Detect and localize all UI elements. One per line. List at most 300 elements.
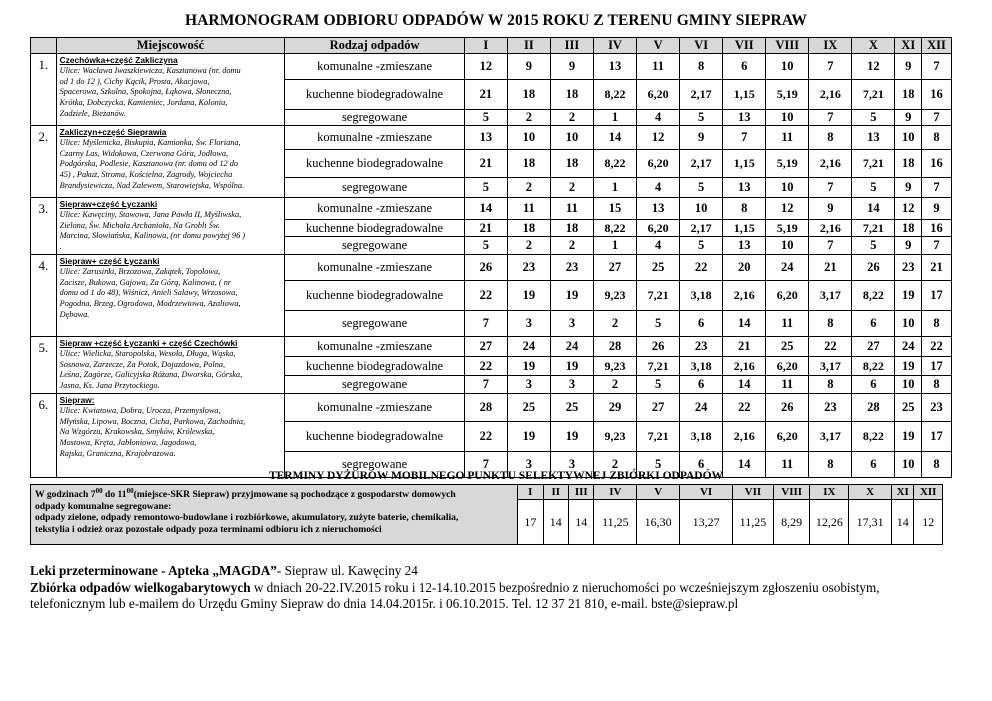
pickup-day: 8 [922, 376, 952, 394]
header-month: II [507, 38, 550, 54]
pickup-day: 10 [895, 310, 922, 336]
pickup-day: 3 [550, 451, 593, 477]
pickup-day: 21 [922, 254, 952, 280]
row-number: 5. [31, 336, 57, 393]
pickup-day: 16 [922, 219, 952, 237]
mobile-value: 14 [892, 500, 914, 545]
street-list-line: Dębowa. [59, 309, 90, 319]
pickup-day: 9 [895, 178, 922, 198]
waste-kind: segregowane [285, 237, 464, 255]
pickup-day: 7 [922, 54, 952, 80]
waste-kind: komunalne -zmieszane [285, 198, 464, 220]
waste-kind: segregowane [285, 110, 464, 126]
pickup-day: 10 [507, 126, 550, 150]
pickup-day: 2,16 [723, 280, 766, 310]
pickup-day: 7 [809, 110, 852, 126]
pickup-day: 9 [809, 198, 852, 220]
pickup-day: 18 [895, 150, 922, 178]
street-list-line: Krótka, Dobczycka, Kamieniec, Jordana, Kolonia, [59, 98, 228, 108]
pickup-day: 11 [766, 451, 809, 477]
row-number: 3. [31, 198, 57, 255]
mobile-month: V [637, 485, 680, 500]
street-list-line: Ulice: Kawęciny, Stawowa, Jana Pawła II, Myśliwska, [59, 209, 242, 219]
pickup-day: 13 [723, 237, 766, 255]
row-number: 1. [31, 54, 57, 126]
pickup-day: 6,20 [766, 280, 809, 310]
pickup-day: 11 [766, 376, 809, 394]
pickup-day: 17 [922, 280, 952, 310]
pickup-day: 11 [766, 126, 809, 150]
pickup-day: 14 [723, 451, 766, 477]
pickup-day: 24 [895, 336, 922, 356]
mobile-month: I [518, 485, 543, 500]
mobile-value: 14 [543, 500, 568, 545]
pickup-day: 6,20 [637, 219, 680, 237]
waste-kind: kuchenne biodegradowalne [285, 280, 464, 310]
pickup-day: 23 [895, 254, 922, 280]
pickup-day: 11 [550, 198, 593, 220]
pickup-day: 22 [922, 336, 952, 356]
waste-kind: komunalne -zmieszane [285, 336, 464, 356]
mobile-value: 11,25 [733, 500, 774, 545]
pickup-day: 8 [922, 451, 952, 477]
mobile-value: 14 [569, 500, 594, 545]
pickup-day: 13 [852, 126, 895, 150]
pickup-day: 22 [680, 254, 723, 280]
pickup-day: 6 [680, 451, 723, 477]
mobile-month: III [569, 485, 594, 500]
pickup-day: 7,21 [637, 280, 680, 310]
schedule-row [31, 336, 952, 356]
pickup-day: 14 [464, 198, 507, 220]
pickup-day: 28 [464, 393, 507, 421]
pickup-day: 12 [852, 54, 895, 80]
pickup-day: 5 [852, 237, 895, 255]
pickup-day: 2,17 [680, 80, 723, 110]
street-list-line: Rajska, Graniczna, Krajobrazowa. [59, 448, 176, 458]
pickup-day: 2,17 [680, 219, 723, 237]
pickup-day: 10 [680, 198, 723, 220]
pickup-day: 15 [593, 198, 636, 220]
pickup-day: 19 [550, 421, 593, 451]
pickup-day: 12 [895, 198, 922, 220]
pickup-day: 18 [550, 219, 593, 237]
pickup-day: 17 [922, 356, 952, 376]
pickup-day: 16 [922, 150, 952, 178]
pickup-day: 18 [895, 219, 922, 237]
pickup-day: 9 [550, 54, 593, 80]
header-month: I [464, 38, 507, 54]
pickup-day: 23 [809, 393, 852, 421]
pickup-day: 5 [637, 451, 680, 477]
row-number: 6. [31, 393, 57, 477]
pickup-day: 9 [895, 54, 922, 80]
pickup-day: 4 [637, 178, 680, 198]
pickup-day: 2,16 [723, 421, 766, 451]
mobile-value: 12 [914, 500, 943, 545]
pickup-day: 23 [507, 254, 550, 280]
pickup-day: 25 [766, 336, 809, 356]
pickup-day: 16 [922, 80, 952, 110]
header-month: X [852, 38, 895, 54]
pickup-day: 12 [766, 198, 809, 220]
pickup-day: 5,19 [766, 219, 809, 237]
row-number: 2. [31, 126, 57, 198]
pickup-day: 5 [464, 237, 507, 255]
waste-kind: segregowane [285, 178, 464, 198]
street-list-line: Młyńska, Lipowa, Boczna, Cicha, Parkowa, Zachodnia, [59, 416, 246, 426]
street-list-line: Ulice: Myślenicka, Biskupia, Kamionka, Św. Floriana, [59, 137, 241, 147]
pickup-day: 27 [464, 336, 507, 356]
place-title: Sieprаw: [59, 394, 95, 405]
pickup-day: 3,18 [680, 421, 723, 451]
pickup-day: 11 [637, 54, 680, 80]
mobile-month: IV [594, 485, 637, 500]
street-list-line: Pogodna, Brzeg, Ogrodowa, Modrzewiowa, Azaliowa, [59, 299, 241, 309]
pickup-day: 7 [464, 310, 507, 336]
pickup-day: 19 [895, 421, 922, 451]
pickup-day: 25 [550, 393, 593, 421]
pickup-day: 17 [922, 421, 952, 451]
pickup-day: 5 [680, 110, 723, 126]
pickup-day: 26 [766, 393, 809, 421]
pickup-day: 7,21 [852, 150, 895, 178]
header-month: VI [680, 38, 723, 54]
pickup-day: 6 [852, 310, 895, 336]
schedule-row [31, 126, 952, 150]
mobile-month: II [543, 485, 568, 500]
pickup-day: 18 [507, 150, 550, 178]
pickup-day: 13 [723, 110, 766, 126]
pickup-day: 19 [507, 280, 550, 310]
pickup-day: 7 [809, 178, 852, 198]
pickup-day: 8,22 [852, 280, 895, 310]
pickup-day: 11 [507, 198, 550, 220]
pickup-day: 26 [852, 254, 895, 280]
street-list-line: Podgórska, Podlesie, Kasztanowa (nr. domu od 12 do [59, 159, 239, 169]
page-title: HARMONOGRAM ODBIORU ODPADÓW W 2015 ROKU Z TERENU GMINY SIEPRAW [184, 12, 808, 29]
header-month: XI [895, 38, 922, 54]
waste-kind: kuchenne biodegradowalne [285, 421, 464, 451]
street-list-line: Leśna, Zagórze, Galicyjska Różana, Dworska, Górska, [59, 370, 243, 380]
pickup-day: 2 [550, 178, 593, 198]
place-cell [56, 54, 285, 126]
pickup-day: 21 [809, 254, 852, 280]
footer-line-contact: telefonicznym lub e-mailem do Urzędu Gminy Sieprаw do dnia 14.04.2015r. i 06.10.2015. Tel. 12 37 21 810, e-mail. bste@sieprаw.pl [30, 596, 739, 611]
place-cell [56, 254, 285, 336]
pickup-day: 19 [895, 280, 922, 310]
pickup-day: 8 [809, 451, 852, 477]
pickup-day: 22 [809, 336, 852, 356]
header-month: VII [723, 38, 766, 54]
pickup-day: 6,20 [637, 80, 680, 110]
mobile-value: 16,30 [637, 500, 680, 545]
pickup-day: 7 [723, 126, 766, 150]
pickup-day: 1 [593, 237, 636, 255]
pickup-day: 24 [766, 254, 809, 280]
mobile-point-table [30, 484, 943, 545]
street-list-line: od 1 do 12 ), Cichy Kącik, Prosta, Akacjowa, [59, 76, 210, 86]
header-month: III [550, 38, 593, 54]
pickup-day: 23 [680, 336, 723, 356]
header-month: IV [593, 38, 636, 54]
street-list-line: Ulice: Zarusinki, Brzozowa, Zakątek, Topolowa, [59, 266, 221, 276]
pickup-day: 8 [809, 376, 852, 394]
pickup-day: 7 [464, 451, 507, 477]
pickup-day: 9 [507, 54, 550, 80]
pickup-day: 21 [723, 336, 766, 356]
pickup-day: 18 [895, 80, 922, 110]
pickup-day: 12 [637, 126, 680, 150]
pickup-day: 5 [852, 110, 895, 126]
pickup-day: 2,16 [723, 356, 766, 376]
pickup-day: 3 [507, 376, 550, 394]
mobile-value: 12,26 [810, 500, 849, 545]
pickup-day: 3 [507, 451, 550, 477]
pickup-day: 21 [464, 80, 507, 110]
pickup-day: 8,22 [593, 150, 636, 178]
pickup-day: 6 [723, 54, 766, 80]
footer-line-bulky-waste: Zbiórka odpadów wielkogabarytowych w dniach 20-22.IV.2015 roku i 12-14.10.2015 bezpośrednio z nieruchomości po wcześniejszym zgłoszeniu osobistym, [30, 579, 880, 595]
street-list-line: Zielona, Św. Michała Archanioła, Na Grobli Św. [59, 220, 220, 230]
schedule-row [31, 254, 952, 280]
pickup-day: 9 [922, 198, 952, 220]
pickup-day: 19 [895, 356, 922, 376]
pickup-day: 5 [852, 178, 895, 198]
pickup-day: 7,21 [852, 219, 895, 237]
street-list-line: Sosnowa, Zarzecze, Za Potok, Dojazdowa, Polna, [59, 359, 226, 369]
pickup-day: 2 [507, 110, 550, 126]
pickup-day: 24 [550, 336, 593, 356]
pickup-day: 7 [922, 178, 952, 198]
footer-line-medicines: Leki przeterminowane - Apteka „MAGDA”- Sieprаw ul. Kawęciny 24 [30, 563, 418, 578]
pickup-day: 13 [723, 178, 766, 198]
row-number: 4. [31, 254, 57, 336]
pickup-day: 3,17 [809, 280, 852, 310]
place-title: Czechówka+część Zakliczyna [59, 55, 178, 65]
pickup-day: 22 [464, 421, 507, 451]
place-title: Sieprаw+część Łyczanki [59, 199, 158, 209]
pickup-day: 5 [464, 178, 507, 198]
pickup-day: 26 [464, 254, 507, 280]
street-list-line: 45) , Pakuż, Stroma, Kościelna, Zagrody, Wojciecha [59, 170, 233, 180]
pickup-day: 2 [507, 178, 550, 198]
street-list-line: Brandysiewicza, Nad Zalewem, Starowiejska, Wspólna. [59, 180, 245, 190]
pickup-day: 22 [464, 356, 507, 376]
pickup-day: 27 [637, 393, 680, 421]
pickup-day: 7,21 [637, 356, 680, 376]
pickup-day: 3 [550, 376, 593, 394]
pickup-day: 23 [550, 254, 593, 280]
pickup-day: 20 [723, 254, 766, 280]
pickup-day: 7 [809, 54, 852, 80]
pickup-day: 11 [766, 310, 809, 336]
pickup-day: 9,23 [593, 356, 636, 376]
mobile-month: IX [810, 485, 849, 500]
pickup-day: 2 [593, 451, 636, 477]
mobile-month: VII [733, 485, 774, 500]
pickup-day: 23 [922, 393, 952, 421]
mobile-value: 13,27 [680, 500, 733, 545]
pickup-day: 22 [464, 280, 507, 310]
pickup-day: 7 [922, 237, 952, 255]
pickup-day: 4 [637, 110, 680, 126]
pickup-day: 8,22 [852, 421, 895, 451]
pickup-day: 25 [637, 254, 680, 280]
pickup-day: 10 [895, 126, 922, 150]
street-list-line: Ulice: Wielicka, Staropolska, Wesoła, Długa, Wąska, [59, 348, 236, 358]
pickup-day: 5,19 [766, 150, 809, 178]
street-list-line: Marcina, Słowiańska, Kalinowa, (nr domu powyżej 96 ) [59, 231, 246, 241]
mobile-point-title: TERMINY DYŻURÓW MOBILNEGO PUNKTU SELEKTYWNEJ ZBIÓRKI ODPADÓW [268, 470, 724, 482]
street-list-line: Spacerowa, Szkolna, Spokojna, Łąkowa, Słoneczna, [59, 87, 232, 97]
waste-kind: komunalne -zmieszane [285, 126, 464, 150]
schedule-table [30, 37, 952, 478]
schedule-header-row [31, 38, 952, 54]
pickup-day: 3,17 [809, 356, 852, 376]
mobile-month: VI [680, 485, 733, 500]
header-month: IX [809, 38, 852, 54]
pickup-day: 5 [637, 310, 680, 336]
pickup-day: 6 [680, 310, 723, 336]
pickup-day: 6 [852, 451, 895, 477]
schedule-row [31, 198, 952, 220]
pickup-day: 10 [895, 376, 922, 394]
waste-kind: segregowane [285, 376, 464, 394]
pickup-day: 8 [922, 310, 952, 336]
pickup-day: 7,21 [637, 421, 680, 451]
pickup-day: 8,22 [593, 219, 636, 237]
mobile-value: 17 [518, 500, 543, 545]
waste-kind: kuchenne biodegradowalne [285, 80, 464, 110]
place-title: Sieprаw+ część Łyczanki [59, 255, 160, 266]
pickup-day: 27 [593, 254, 636, 280]
pickup-day: 26 [637, 336, 680, 356]
place-cell [56, 126, 285, 198]
pickup-day: 14 [852, 198, 895, 220]
pickup-day: 2 [550, 237, 593, 255]
street-list-line: Ulice: Wacława Iwaszkiewicza, Kasztanowa (nr. domu [59, 65, 241, 75]
waste-kind: segregowane [285, 451, 464, 477]
header-kind: Rodzaj odpadów [285, 38, 464, 54]
street-list-line: Zacisze, Bukowa, Gajowa, Za Górą, Kalinowa, ( nr [59, 277, 232, 287]
pickup-day: 8 [680, 54, 723, 80]
waste-kind: kuchenne biodegradowalne [285, 150, 464, 178]
header-index [31, 38, 57, 54]
waste-kind: segregowane [285, 310, 464, 336]
pickup-day: 2,16 [809, 219, 852, 237]
pickup-day: 8 [809, 310, 852, 336]
street-list-line: Ulice: Kwiatowa, Dobra, Urocza, Przemysłowa, [59, 405, 221, 415]
pickup-day: 14 [723, 310, 766, 336]
pickup-day: 9,23 [593, 280, 636, 310]
schedule-row [31, 54, 952, 80]
pickup-day: 22 [723, 393, 766, 421]
mobile-month: VIII [773, 485, 810, 500]
pickup-day: 10 [550, 126, 593, 150]
pickup-day: 21 [464, 219, 507, 237]
pickup-day: 28 [593, 336, 636, 356]
header-month: VIII [766, 38, 809, 54]
pickup-day: 6 [680, 376, 723, 394]
mobile-month: X [849, 485, 892, 500]
pickup-day: 8 [809, 126, 852, 150]
pickup-day: 1,15 [723, 219, 766, 237]
pickup-day: 5 [680, 237, 723, 255]
waste-kind: komunalne -zmieszane [285, 254, 464, 280]
pickup-day: 2,16 [809, 80, 852, 110]
footer-notes [30, 563, 960, 613]
pickup-day: 25 [895, 393, 922, 421]
pickup-day: 2 [550, 110, 593, 126]
pickup-day: 3,18 [680, 356, 723, 376]
header-month: V [637, 38, 680, 54]
mobile-value: 11,25 [594, 500, 637, 545]
pickup-day: 7 [809, 237, 852, 255]
street-list-line: Mostowa, Kręta, Jabłoniowa, Jagodowa, [59, 438, 197, 448]
pickup-day: 4 [637, 237, 680, 255]
mobile-value: 17,31 [849, 500, 892, 545]
pickup-day: 18 [550, 150, 593, 178]
pickup-day: 29 [593, 393, 636, 421]
pickup-day: 7 [922, 110, 952, 126]
pickup-day: 14 [593, 126, 636, 150]
pickup-day: 6 [852, 376, 895, 394]
pickup-day: 3 [507, 310, 550, 336]
pickup-day: 28 [852, 393, 895, 421]
pickup-day: 27 [852, 336, 895, 356]
pickup-day: 10 [766, 178, 809, 198]
pickup-day: 2 [593, 376, 636, 394]
pickup-day: 1 [593, 110, 636, 126]
waste-kind: kuchenne biodegradowalne [285, 219, 464, 237]
pickup-day: 8,22 [593, 80, 636, 110]
pickup-day: 9,23 [593, 421, 636, 451]
waste-kind: komunalne -zmieszane [285, 393, 464, 421]
street-list-line: . [59, 242, 62, 252]
street-list-line: Jasna, Ks. Jana Przytockiego. [59, 381, 160, 391]
pickup-day: 9 [895, 110, 922, 126]
pickup-day: 19 [507, 356, 550, 376]
pickup-day: 19 [550, 356, 593, 376]
pickup-day: 1 [593, 178, 636, 198]
street-list-line: domu od 1 do 48), Wiśnicz, Anieli Salawy, Wrzosowa, [59, 288, 238, 298]
pickup-day: 8,22 [852, 356, 895, 376]
pickup-day: 18 [550, 80, 593, 110]
pickup-day: 25 [507, 393, 550, 421]
pickup-day: 19 [550, 280, 593, 310]
pickup-day: 9 [680, 126, 723, 150]
place-cell [56, 393, 285, 477]
pickup-day: 10 [766, 54, 809, 80]
place-cell [56, 198, 285, 255]
pickup-day: 7,21 [852, 80, 895, 110]
mobile-value: 8,29 [773, 500, 810, 545]
pickup-day: 3,17 [809, 421, 852, 451]
pickup-day: 10 [766, 110, 809, 126]
pickup-day: 8 [723, 198, 766, 220]
mobile-header-row [31, 485, 943, 500]
pickup-day: 10 [895, 451, 922, 477]
schedule-row [31, 393, 952, 421]
mobile-description: W godzinach $7^{00}$ do $11^{00}(miejsce$-SKR Sieprаw) przyjmowane są pochodzące z gospodarstw domowych odpady komunalne segregowane: odpady zielone, odpady remontowo-budowlane i rozbiórkowe, akumulatory, zużyte baterie, chemikalia, tekstylia i odzież oraz pozostałe odpady poza terminami odbioru ich z nieruchomości [31, 485, 518, 545]
mobile-month: XII [914, 485, 943, 500]
place-title: Sieprаw +część Łyczanki + część Czechówki [59, 337, 238, 348]
pickup-day: 6,20 [637, 150, 680, 178]
pickup-day: 14 [723, 376, 766, 394]
pickup-day: 13 [464, 126, 507, 150]
pickup-day: 12 [464, 54, 507, 80]
